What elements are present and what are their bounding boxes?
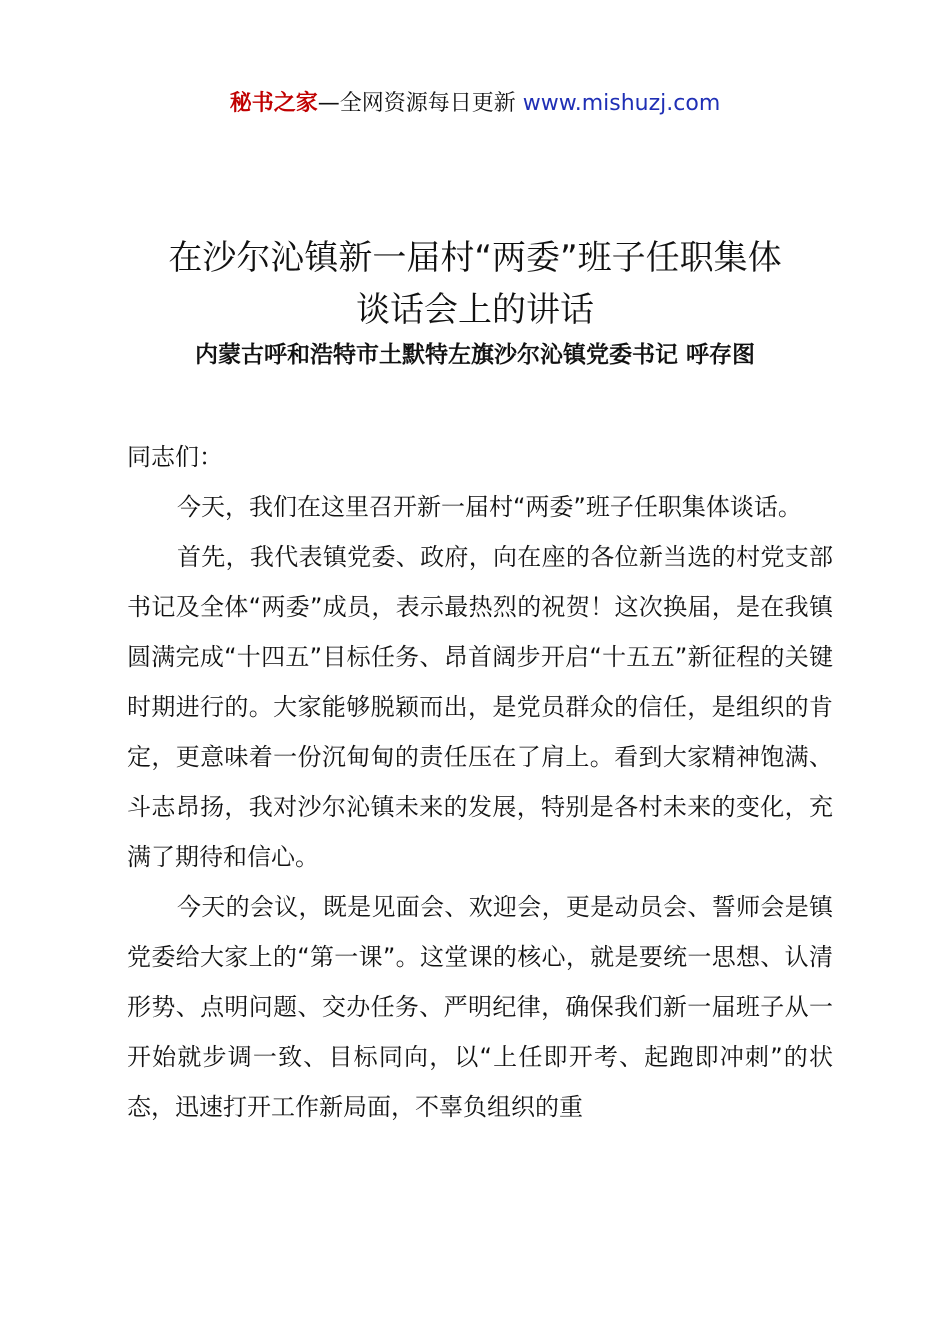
- salutation: 同志们：: [127, 443, 223, 471]
- document-title: [0, 232, 950, 336]
- title-line-2: 谈话会上的讲话: [356, 290, 594, 330]
- author-byline: 内蒙古呼和浩特市土默特左旗沙尔沁镇党委书记 呼存图: [194, 342, 755, 368]
- paragraph-2: 首先，我代表镇党委、政府，向在座的各位新当选的村党支部书记及全体“两委”成员，表示最热烈的祝贺！这次换届，是在我镇圆满完成“十四五”目标任务、昂首阔步开启“十五五”新征程的关键时期进行的。大家能够脱颖而出，是党员群众的信任，是组织的肯定，更意味着一份沉甸甸的责任压在了肩上。看到大家精神饱满、斗志昂扬，我对沙尔沁镇未来的发展，特别是各村未来的变化，充满了期待和信心。: [127, 543, 833, 871]
- paragraph-3: 今天的会议，既是见面会、欢迎会，更是动员会、誓师会是镇党委给大家上的“第一课”。这堂课的核心，就是要统一思想、认清形势、点明问题、交办任务、严明纪律，确保我们新一届班子从一开始就步调一致、目标同向，以“上任即开考、起跑即冲刺”的状态，迅速打开工作新局面，不辜负组织的重: [127, 893, 833, 1121]
- document-body: [127, 432, 833, 1132]
- brand-name: 秘书之家: [229, 91, 318, 116]
- title-line-1: 在沙尔沁镇新一届村“两委”班子任职集体: [168, 238, 782, 278]
- site-url-link[interactable]: www.mishuzj.com: [522, 91, 721, 116]
- paragraph-1: 今天，我们在这里召开新一届村“两委”班子任职集体谈话。: [177, 493, 802, 521]
- header-slogan: —全网资源每日更新: [317, 91, 516, 116]
- header-banner: [0, 88, 950, 120]
